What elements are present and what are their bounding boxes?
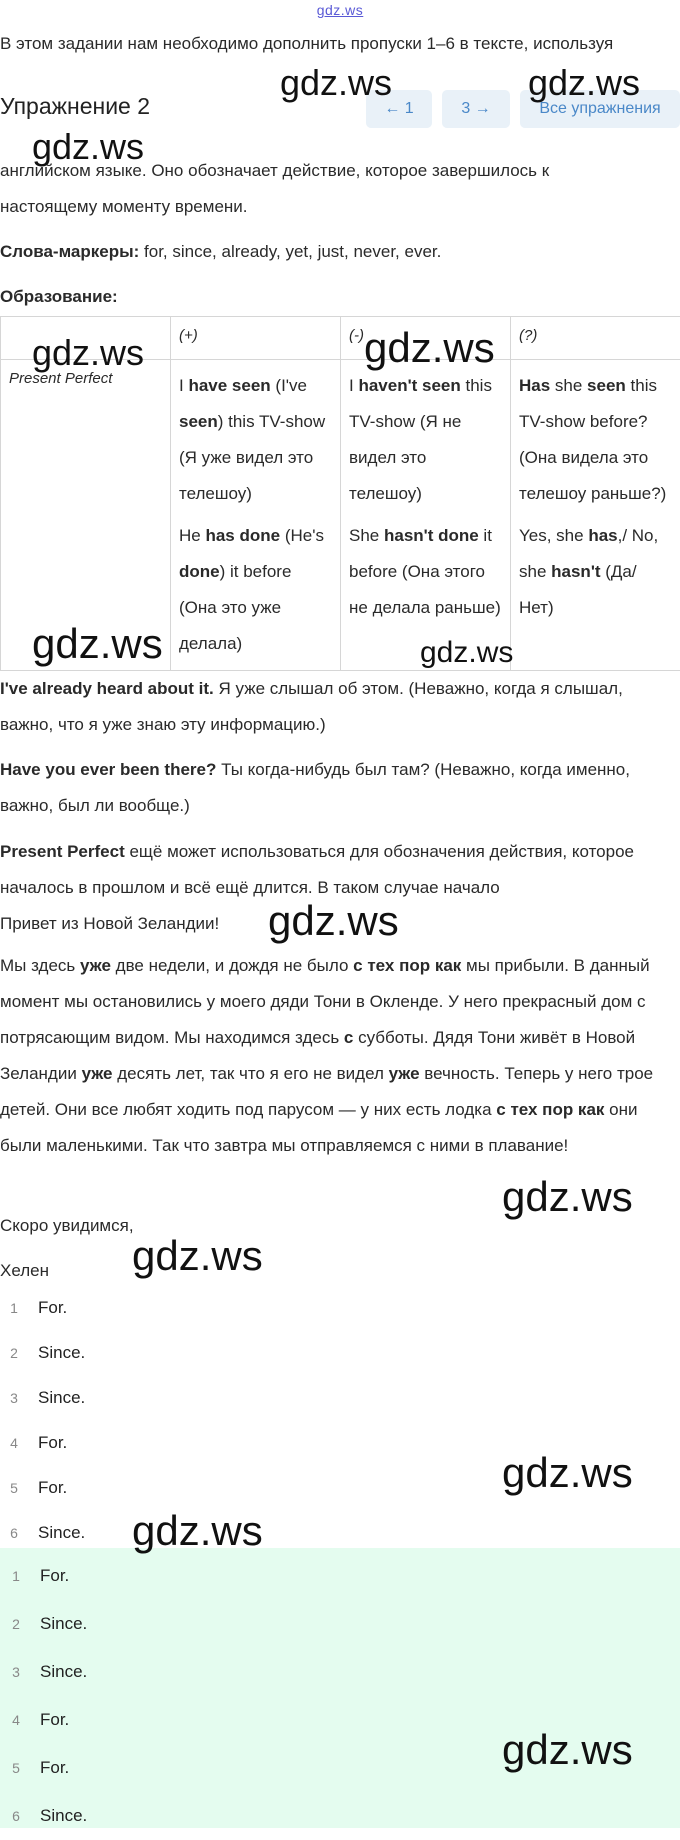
answer-number: 4 — [6, 1712, 26, 1728]
letter-body — [0, 948, 676, 1164]
answer-number: 6 — [6, 1808, 26, 1824]
text: (He's — [280, 526, 324, 545]
text: this TV-show before? (Она видела это телешоу раньше?) — [519, 376, 666, 503]
answer-number: 5 — [6, 1760, 26, 1776]
example-2-text: Ты когда-нибудь был там? (Неважно, когда именно, важно, был ли вообще.) — [0, 760, 630, 815]
text: He — [179, 526, 205, 545]
bold-text: с тех пор как — [496, 1100, 604, 1119]
markers-line — [0, 234, 676, 270]
bold-text: уже — [80, 956, 111, 975]
answer-number: 3 — [4, 1390, 24, 1406]
text: She — [349, 526, 384, 545]
watermark: gdz.ws — [420, 636, 513, 670]
text: ) this TV-show (Я уже видел это телешоу) — [179, 412, 325, 503]
answer-number: 1 — [4, 1300, 24, 1316]
text: субботы. Дядя Тони живёт в Новой Зеландии — [0, 1028, 635, 1083]
table-header-cell: (-) — [341, 317, 511, 360]
answer-number: 2 — [4, 1345, 24, 1361]
question-example-2 — [519, 518, 672, 626]
pp-note-text: ещё может использоваться для обозначения действия, которое началось в прошлом и всё ещё длится. В таком случае начало — [0, 842, 634, 897]
text: вечность. Теперь у него трое детей. Они все любят ходить под парусом — у них есть лодка — [0, 1064, 653, 1119]
watermark: gdz.ws — [280, 62, 392, 104]
markers-text: for, since, already, yet, just, never, ever. — [139, 242, 441, 261]
bold-text: seen — [587, 376, 626, 395]
answer-item — [6, 1648, 680, 1696]
affirmative-example-1 — [179, 368, 332, 512]
answer-item — [4, 1375, 604, 1420]
watermark: gdz.ws — [364, 324, 495, 372]
watermark: gdz.ws — [32, 126, 144, 168]
tense-label: Present Perfect — [1, 360, 171, 671]
bold-text: с тех пор как — [353, 956, 461, 975]
text: this TV-show (Я не видел это телешоу) — [349, 376, 492, 503]
negative-cell — [341, 360, 511, 671]
answer-text: For. — [38, 1298, 67, 1318]
text: Yes, she — [519, 526, 588, 545]
text: (Да/ Нет) — [519, 562, 637, 617]
text: две недели, и дождя не было — [111, 956, 353, 975]
text: I — [179, 376, 188, 395]
watermark: gdz.ws — [268, 897, 399, 945]
text: (I've — [271, 376, 307, 395]
bold-text: haven't seen — [358, 376, 460, 395]
example-1-text: Я уже слышал об этом. (Неважно, когда я слышал, важно, что я уже знаю эту информацию.) — [0, 679, 623, 734]
example-1-bold: I've already heard about it. — [0, 679, 214, 698]
bold-text: has done — [205, 526, 280, 545]
text: они были маленькими. Так что завтра мы отправляемся с ними в плавание! — [0, 1100, 637, 1155]
bold-text: hasn't done — [384, 526, 479, 545]
text: мы прибыли. В данный момент мы остановились у моего дяди Тони в Окленде. У него прекрасный дом с потрясающим видом. Мы находимся здесь — [0, 956, 650, 1047]
answer-item — [4, 1330, 604, 1375]
text: I — [349, 376, 358, 395]
letter-greeting: Привет из Новой Зеландии! — [0, 906, 676, 942]
affirmative-example-2 — [179, 518, 332, 662]
answer-text: Since. — [38, 1343, 85, 1363]
answer-text: For. — [38, 1478, 67, 1498]
answer-number: 5 — [4, 1480, 24, 1496]
answer-text: Since. — [40, 1614, 87, 1634]
answer-text: Since. — [40, 1662, 87, 1682]
negative-example-2 — [349, 518, 502, 626]
answer-number: 4 — [4, 1435, 24, 1451]
answer-panel — [0, 1548, 680, 1828]
answer-number: 2 — [6, 1616, 26, 1632]
page-title: Упражнение 2 — [0, 93, 150, 120]
bold-text: Has — [519, 376, 550, 395]
watermark: gdz.ws — [32, 332, 144, 374]
signoff: Скоро увидимся, — [0, 1208, 676, 1244]
bold-text: с — [344, 1028, 353, 1047]
explanation-line-2: настоящему моменту времени. — [0, 189, 676, 225]
bold-text: уже — [389, 1064, 420, 1083]
all-exercises-button[interactable]: Все упражнения — [520, 90, 680, 128]
answer-text: Since. — [38, 1388, 85, 1408]
answer-text: For. — [40, 1758, 69, 1778]
bold-text: has — [588, 526, 617, 545]
text: десять лет, так что я его не видел — [113, 1064, 389, 1083]
intro-text: В этом задании нам необходимо дополнить пропуски 1–6 в тексте, используя — [0, 26, 676, 62]
text: she — [550, 376, 587, 395]
markers-label: Слова-маркеры: — [0, 242, 139, 261]
answer-text: Since. — [40, 1806, 87, 1826]
bold-text: seen — [179, 412, 218, 431]
negative-example-1 — [349, 368, 502, 512]
example-1 — [0, 671, 676, 743]
bold-text: уже — [82, 1064, 113, 1083]
formation-label: Образование: — [0, 279, 676, 315]
example-2-bold: Have you ever been there? — [0, 760, 216, 779]
watermark: gdz.ws — [32, 620, 163, 668]
site-link[interactable]: gdz.ws — [0, 2, 680, 18]
answer-item — [6, 1552, 680, 1600]
answer-number: 3 — [6, 1664, 26, 1680]
watermark: gdz.ws — [528, 62, 640, 104]
watermark: gdz.ws — [132, 1507, 263, 1555]
text: it before (Она этого не делала раньше) — [349, 526, 501, 617]
answer-number: 1 — [6, 1568, 26, 1584]
watermark: gdz.ws — [502, 1173, 633, 1221]
watermark: gdz.ws — [132, 1232, 263, 1280]
answer-item — [6, 1792, 680, 1840]
answer-item — [6, 1600, 680, 1648]
answer-item — [4, 1285, 604, 1330]
answer-text: For. — [40, 1566, 69, 1586]
watermark: gdz.ws — [502, 1449, 633, 1497]
bold-text: have seen — [188, 376, 270, 395]
watermark: gdz.ws — [502, 1726, 633, 1774]
affirmative-cell — [171, 360, 341, 671]
table-header-cell: (+) — [171, 317, 341, 360]
pp-note — [0, 834, 676, 906]
question-cell — [511, 360, 680, 671]
text: ,/ No, she — [519, 526, 658, 581]
bold-text: done — [179, 562, 220, 581]
pp-note-bold: Present Perfect — [0, 842, 125, 861]
answer-text: Since. — [38, 1523, 85, 1543]
text: Мы здесь — [0, 956, 80, 975]
text: ) it before (Она это уже делала) — [179, 562, 291, 653]
answer-number: 6 — [4, 1525, 24, 1541]
bold-text: hasn't — [551, 562, 600, 581]
answer-text: For. — [40, 1710, 69, 1730]
example-2 — [0, 752, 676, 824]
prev-exercise-button[interactable]: ← 1 — [366, 90, 432, 128]
signature: Хелен — [0, 1253, 676, 1289]
next-exercise-button[interactable]: 3 → — [442, 90, 510, 128]
table-header-cell: (?) — [511, 317, 680, 360]
answers-list — [4, 1285, 604, 1555]
explanation-line-1: английском языке. Оно обозначает действие, которое завершилось к — [0, 153, 676, 189]
question-example-1 — [519, 368, 672, 512]
answer-text: For. — [38, 1433, 67, 1453]
